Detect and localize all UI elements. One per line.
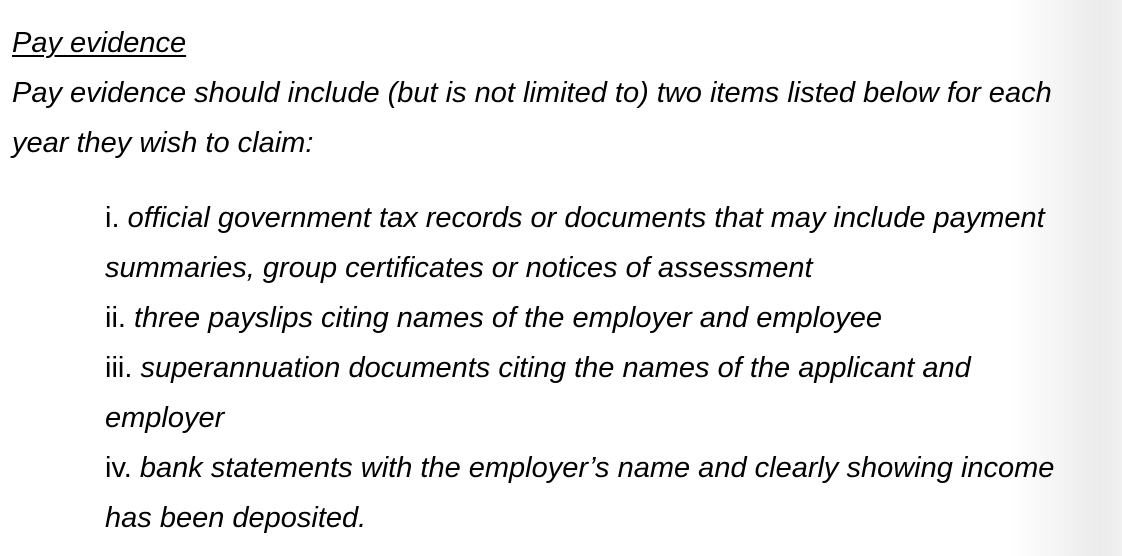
list-item-numeral: iv. [105, 452, 132, 484]
list-item [105, 443, 1065, 543]
list-item-text: bank statements with the employer’s name and clearly showing income has been deposited. [105, 452, 1055, 534]
list-item [105, 293, 1065, 343]
list-item [105, 343, 1065, 443]
section-heading-text: Pay evidence [12, 27, 187, 59]
list-item-numeral: i. [105, 202, 120, 234]
list-item-numeral: iii. [105, 352, 133, 384]
intro-paragraph: Pay evidence should include (but is not limited to) two items listed below for each year they wish to claim: [12, 77, 1052, 159]
list-item-text: three payslips citing names of the employer and employee [134, 302, 882, 334]
list-item-numeral: ii. [105, 302, 126, 334]
evidence-list [105, 193, 1065, 543]
list-item-text: superannuation documents citing the names of the applicant and employer [105, 352, 971, 434]
list-item [105, 193, 1065, 293]
section-heading [12, 18, 1065, 68]
list-item-text: official government tax records or documents that may include payment summaries, group certificates or notices of assessment [105, 202, 1045, 284]
